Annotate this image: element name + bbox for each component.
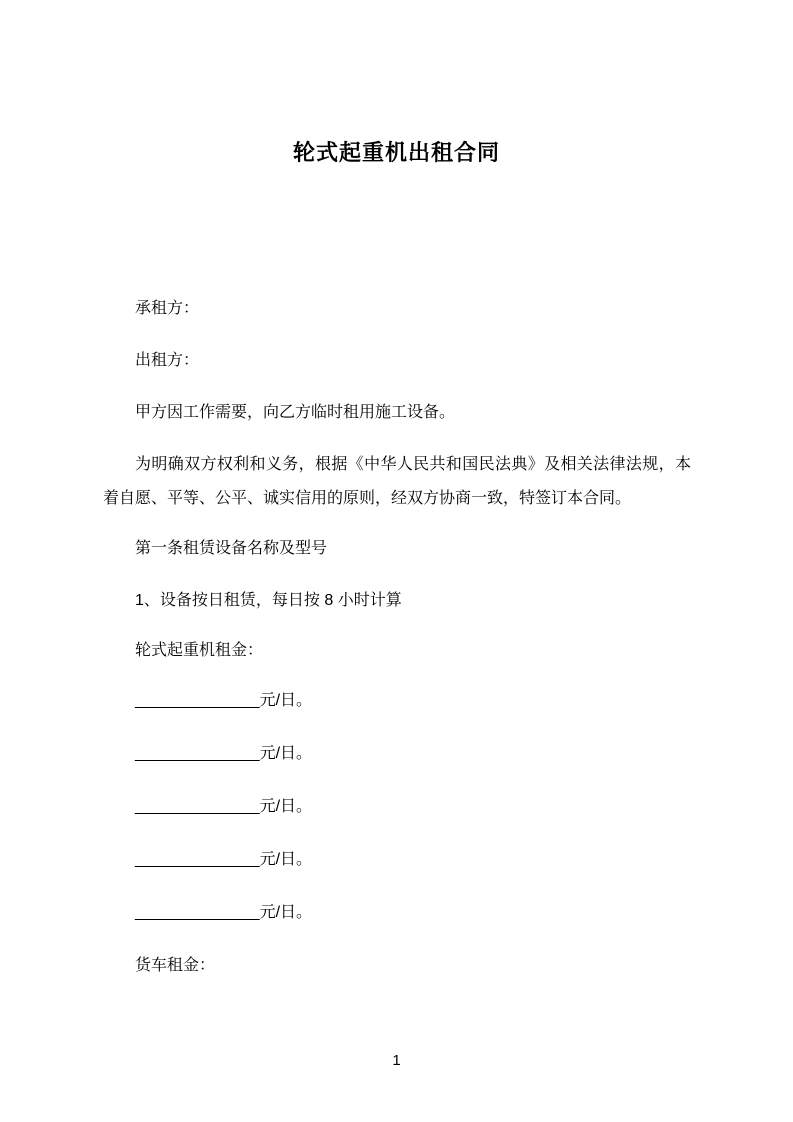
crane-rent-label: 轮式起重机租金： (135, 642, 264, 659)
lessor-label-line: 出租方： (135, 352, 200, 369)
rate-blank-line: ______________元/日。 (135, 692, 313, 709)
rate-blank-line: ______________元/日。 (135, 798, 313, 815)
lessee-label-line: 承租方： (135, 300, 200, 317)
section-1-heading: 第一条租赁设备名称及型号 (135, 540, 328, 557)
rate-blank-line: ______________元/日。 (135, 745, 313, 762)
purpose-paragraph: 为明确双方权利和义务，根据《中华人民共和国民法典》及相关法律法规，本着自愿、平等、公平、诚实信用的原则，经双方协商一致，特签订本合同。 (103, 456, 691, 507)
rate-blank-line: ______________元/日。 (135, 851, 313, 868)
page-number: 1 (392, 1052, 401, 1069)
item-1-text: 1、设备按日租赁，每日按 8 小时计算 (135, 592, 402, 609)
document-title: 轮式起重机出租合同 (292, 140, 500, 165)
truck-rent-label: 货车租金： (135, 957, 216, 974)
rate-blank-line: ______________元/日。 (135, 904, 313, 921)
intro-paragraph: 甲方因工作需要，向乙方临时租用施工设备。 (135, 404, 456, 421)
